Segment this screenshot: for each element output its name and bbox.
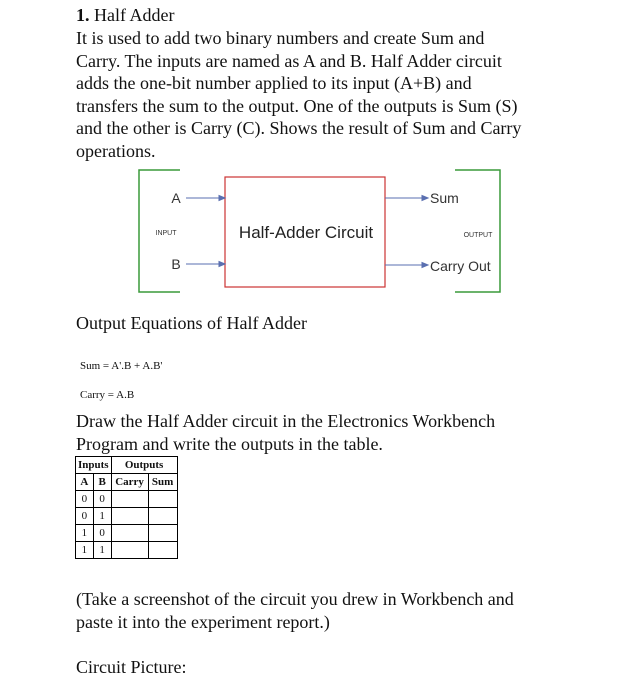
intro-line: transfers the sum to the output. One of the outputs is Sum (S) — [76, 95, 518, 116]
instruction-paragraph — [76, 410, 636, 455]
cell-a: 0 — [76, 491, 94, 508]
equations-heading: Output Equations of Half Adder — [76, 313, 307, 333]
sum-equation: Sum = A'.B + A.B' — [80, 360, 163, 372]
instruction-line: Draw the Half Adder circuit in the Electronics Workbench — [76, 411, 496, 431]
intro-line: operations. — [76, 140, 156, 161]
output-carry-label: Carry Out — [430, 258, 491, 274]
half-adder-diagram — [0, 160, 644, 305]
section-title — [76, 4, 174, 26]
table-row — [76, 542, 178, 559]
screenshot-note-line: (Take a screenshot of the circuit you drew in Workbench and — [76, 589, 514, 609]
instruction-line: Program and write the outputs in the table. — [76, 433, 383, 454]
half-adder-label: Half-Adder Circuit — [238, 223, 374, 242]
intro-line: Carry. The inputs are named as A and B. Half Adder circuit — [76, 50, 502, 71]
intro-line: and the other is Carry (C). Shows the result of Sum and Carry — [76, 118, 522, 138]
table-group-header-row — [76, 457, 178, 474]
cell-a: 1 — [76, 542, 94, 559]
cell-b: 1 — [93, 542, 111, 559]
section-number: 1. — [76, 5, 90, 25]
table-row — [76, 525, 178, 542]
cell-carry[interactable] — [111, 525, 148, 542]
cell-b: 0 — [93, 525, 111, 542]
column-header-carry: Carry — [111, 474, 148, 491]
section-title-text: Half Adder — [94, 5, 175, 25]
table-row — [76, 491, 178, 508]
screenshot-note — [76, 588, 636, 633]
truth-table — [75, 456, 178, 559]
cell-sum[interactable] — [148, 491, 177, 508]
input-b-label: B — [171, 256, 181, 272]
intro-line: adds the one-bit number applied to its input (A+B) and — [76, 73, 472, 93]
column-header-sum: Sum — [148, 474, 177, 491]
arrow-a — [186, 196, 225, 201]
outputs-header: Outputs — [111, 457, 177, 474]
column-header-b: B — [93, 474, 111, 491]
intro-paragraph — [76, 27, 636, 162]
inputs-header: Inputs — [76, 457, 112, 474]
input-group-label: INPUT — [155, 230, 177, 237]
table-column-header-row — [76, 474, 178, 491]
cell-carry[interactable] — [111, 542, 148, 559]
screenshot-note-line: paste it into the experiment report.) — [76, 611, 330, 632]
cell-carry[interactable] — [111, 508, 148, 525]
arrow-carry — [385, 263, 428, 268]
circuit-picture-label: Circuit Picture: — [76, 657, 187, 677]
cell-sum[interactable] — [148, 508, 177, 525]
table-row — [76, 508, 178, 525]
input-a-label: A — [171, 190, 181, 206]
output-sum-label: Sum — [430, 190, 459, 206]
cell-sum[interactable] — [148, 542, 177, 559]
cell-a: 1 — [76, 525, 94, 542]
cell-sum[interactable] — [148, 525, 177, 542]
intro-line: It is used to add two binary numbers and create Sum and — [76, 28, 485, 48]
arrow-sum — [385, 196, 428, 201]
carry-equation: Carry = A.B — [80, 389, 135, 401]
cell-b: 0 — [93, 491, 111, 508]
truth-table-wrapper — [75, 456, 178, 559]
column-header-a: A — [76, 474, 94, 491]
cell-b: 1 — [93, 508, 111, 525]
output-group-label: OUTPUT — [463, 232, 493, 239]
arrow-b — [186, 262, 225, 267]
cell-carry[interactable] — [111, 491, 148, 508]
cell-a: 0 — [76, 508, 94, 525]
